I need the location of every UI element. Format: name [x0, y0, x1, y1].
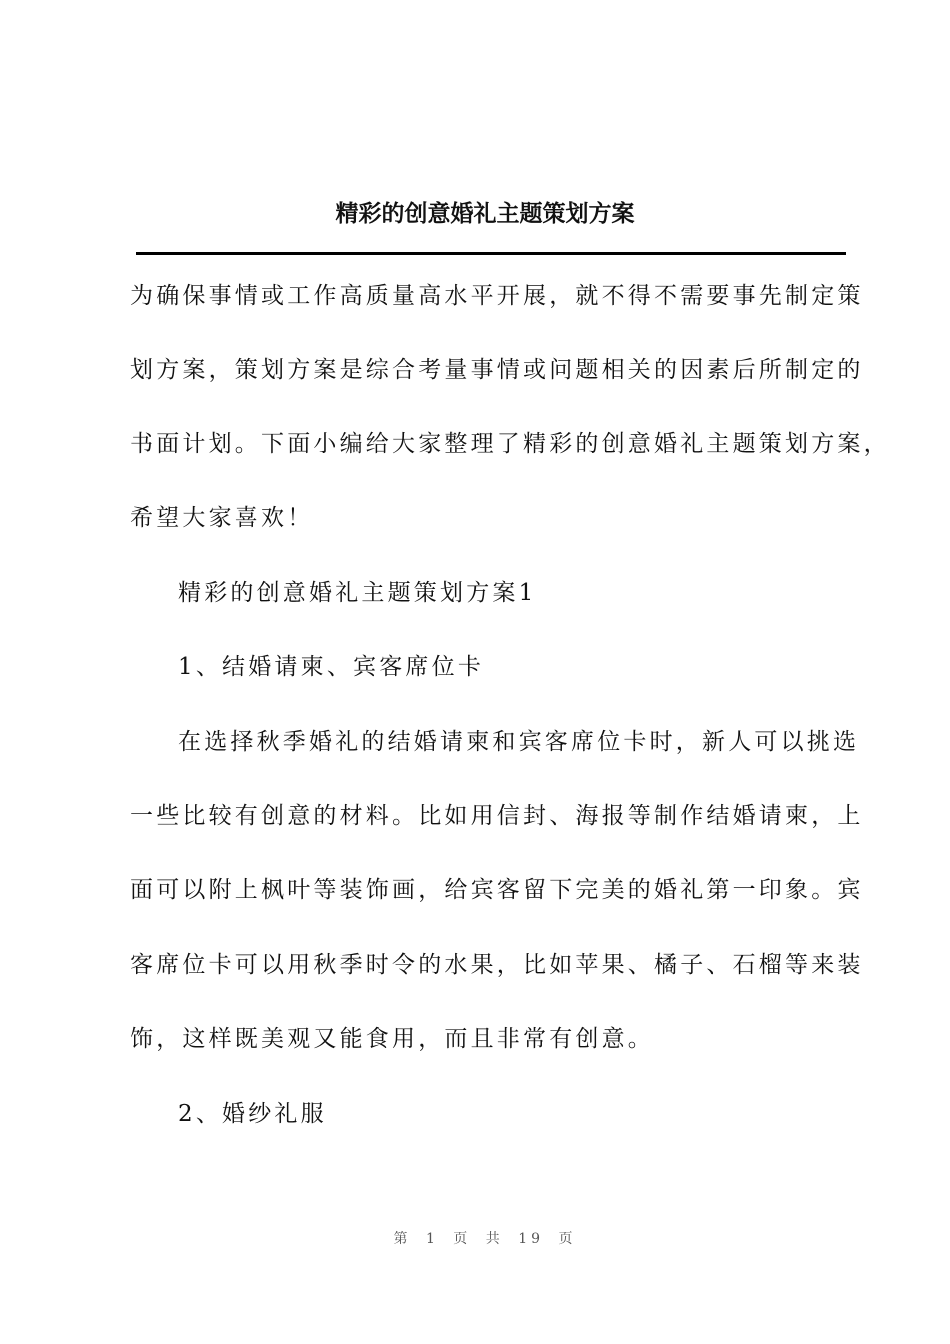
paragraph-line: 在选择秋季婚礼的结婚请柬和宾客席位卡时，新人可以挑选 — [178, 729, 860, 755]
paragraph-line: 书面计划。下面小编给大家整理了精彩的创意婚礼主题策划方案， — [130, 431, 890, 457]
title-underline — [136, 252, 846, 255]
subsection-heading: 2、婚纱礼服 — [178, 1101, 327, 1127]
subsection-heading: 1、结婚请柬、宾客席位卡 — [178, 654, 485, 680]
paragraph-line: 希望大家喜欢！ — [130, 505, 314, 531]
paragraph-line: 面可以附上枫叶等装饰画，给宾客留下完美的婚礼第一印象。宾 — [130, 877, 864, 903]
paragraph-line: 划方案，策划方案是综合考量事情或问题相关的因素后所制定的 — [130, 357, 864, 383]
document-title: 精彩的创意婚礼主题策划方案 — [335, 200, 635, 227]
paragraph-line: 为确保事情或工作高质量高水平开展，就不得不需要事先制定策 — [130, 283, 864, 309]
paragraph-line: 一些比较有创意的材料。比如用信封、海报等制作结婚请柬，上 — [130, 803, 864, 829]
paragraph-line: 饰，这样既美观又能食用，而且非常有创意。 — [130, 1026, 654, 1052]
section-heading: 精彩的创意婚礼主题策划方案1 — [178, 580, 537, 606]
paragraph-line: 客席位卡可以用秋季时令的水果，比如苹果、橘子、石榴等来装 — [130, 952, 864, 978]
page-footer: 第 1 页 共 19 页 — [393, 1231, 577, 1247]
